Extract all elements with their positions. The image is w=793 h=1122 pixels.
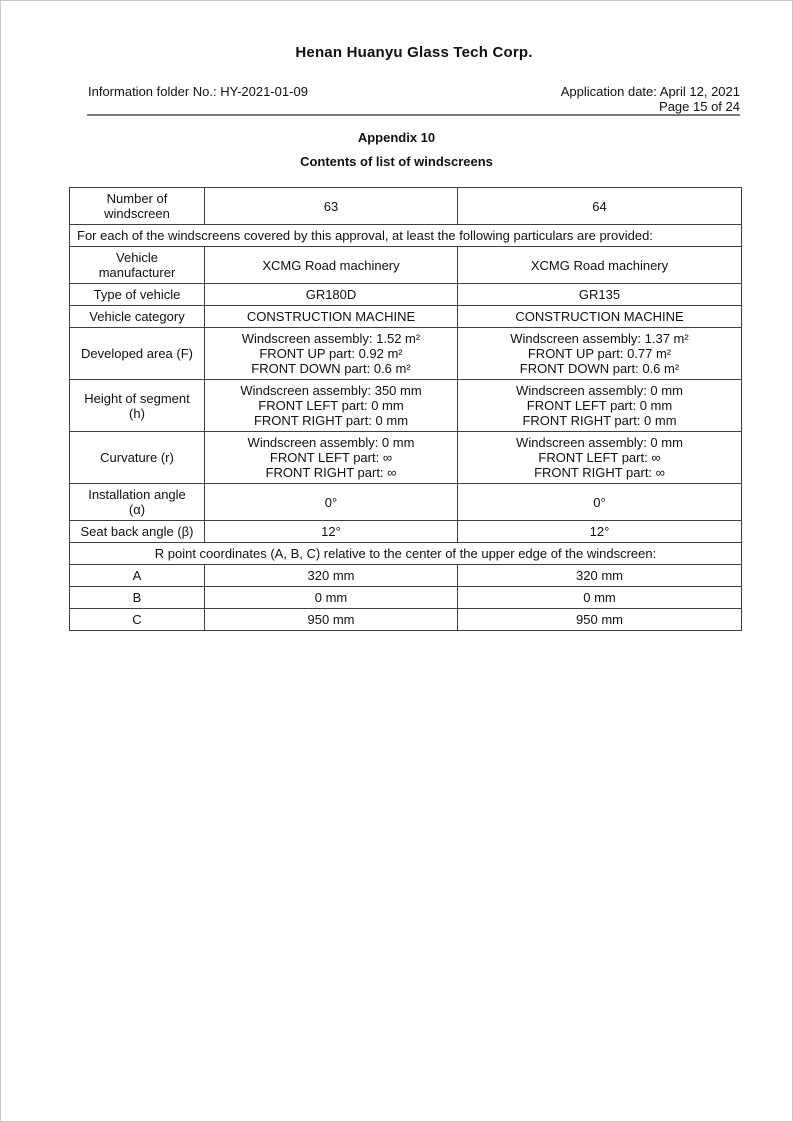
table-row-curvature (70, 432, 742, 484)
seat-back-angle-value-col2 (458, 521, 742, 543)
cell-line: 950 mm (576, 612, 623, 627)
table-row-developed-area (70, 328, 742, 380)
type-of-vehicle-value-col1 (205, 284, 458, 306)
installation-angle-value-col2 (458, 484, 742, 521)
application-info (561, 84, 740, 114)
table-row-vehicle-category (70, 306, 742, 328)
cell-line: FRONT DOWN part: 0.6 m² (251, 361, 411, 376)
cell-line: manufacturer (98, 265, 176, 280)
table-row-coordinate-b (70, 587, 742, 609)
cell-line: CONSTRUCTION MACHINE (515, 309, 684, 324)
cell-line: FRONT LEFT part: 0 mm (526, 398, 673, 413)
table-row-coordinate-a (70, 565, 742, 587)
cell-line: Windscreen assembly: 0 mm (247, 435, 415, 450)
cell-line: 64 (592, 198, 607, 214)
curvature-value-col2 (458, 432, 742, 484)
number-of-windscreen-value-col1 (205, 188, 458, 225)
developed-area-value-col1 (205, 328, 458, 380)
table-row-seat-back-angle (70, 521, 742, 543)
cell-line: CONSTRUCTION MACHINE (246, 309, 416, 324)
cell-line: Vehicle category (89, 309, 185, 324)
cell-line: 320 mm (576, 568, 623, 583)
cell-line: 0° (593, 494, 606, 510)
info-folder-number: Information folder No.: HY-2021-01-09 (88, 84, 308, 99)
cell-line: 320 mm (307, 568, 355, 583)
installation-angle-label (70, 484, 205, 521)
installation-angle-value-col1 (205, 484, 458, 521)
cell-line: FRONT RIGHT part: 0 mm (522, 413, 677, 428)
cell-line: Windscreen assembly: 1.52 m² (241, 331, 421, 346)
page-indicator: Page 15 of 24 (659, 99, 740, 114)
cell-line: 0° (324, 494, 338, 510)
vehicle-manufacturer-value-col1 (205, 247, 458, 284)
cell-line: FRONT LEFT part: ∞ (538, 450, 661, 465)
cell-line: 950 mm (307, 612, 355, 627)
cell-line: Vehicle (116, 250, 158, 265)
table-row-type-of-vehicle (70, 284, 742, 306)
coordinate-c-value-col1 (205, 609, 458, 631)
cell-line: B (132, 590, 142, 605)
cell-line: 0 mm (314, 590, 348, 605)
seat-back-angle-value-col1 (205, 521, 458, 543)
vehicle-manufacturer-value-col2 (458, 247, 742, 284)
windscreen-table (69, 187, 742, 631)
coverage-note-cell: For each of the windscreens covered by this approval, at least the following particulars are provided: (70, 225, 742, 247)
developed-area-value-col2 (458, 328, 742, 380)
coordinate-a-value-col1 (205, 565, 458, 587)
cell-line: XCMG Road machinery (530, 257, 669, 273)
cell-line: Windscreen assembly: 0 mm (516, 383, 683, 398)
coordinate-b-value-col1 (205, 587, 458, 609)
cell-line: windscreen (104, 206, 170, 221)
cell-line: FRONT RIGHT part: ∞ (265, 465, 397, 480)
table-row-vehicle-manufacturer (70, 247, 742, 284)
number-of-windscreen-value-col2 (458, 188, 742, 225)
table-row-height-of-segment (70, 380, 742, 432)
cell-line: (h) (129, 405, 145, 421)
cell-line: 12° (321, 524, 341, 539)
coordinate-c-value-col2 (458, 609, 742, 631)
cell-line: XCMG Road machinery (262, 257, 400, 273)
curvature-value-col1 (205, 432, 458, 484)
cell-line: Windscreen assembly: 1.37 m² (510, 331, 689, 346)
type-of-vehicle-label (70, 284, 205, 306)
table-row-number-of-windscreen (70, 188, 742, 225)
developed-area-label (70, 328, 205, 380)
height-of-segment-label (70, 380, 205, 432)
page-header (88, 1, 740, 114)
table-row-installation-angle (70, 484, 742, 521)
cell-line: Seat back angle (β) (80, 524, 194, 539)
coordinate-b-value-col2 (458, 587, 742, 609)
table-row-coverage-note (70, 225, 742, 247)
cell-line: Height of segment (84, 390, 190, 406)
height-of-segment-value-col1 (205, 380, 458, 432)
vehicle-category-value-col1 (205, 306, 458, 328)
application-date: Application date: April 12, 2021 (560, 84, 740, 99)
curvature-label (70, 432, 205, 484)
cell-line: Number of (106, 191, 168, 206)
document-info-row (88, 84, 740, 114)
cell-line: Installation angle (88, 487, 186, 502)
height-of-segment-value-col2 (458, 380, 742, 432)
vehicle-category-label (70, 306, 205, 328)
number-of-windscreen-label (70, 188, 205, 225)
cell-line: FRONT LEFT part: ∞ (269, 450, 393, 465)
cell-line: FRONT RIGHT part: 0 mm (253, 413, 409, 428)
r-point-note-cell: R point coordinates (A, B, C) relative to the center of the upper edge of the windscreen: (70, 543, 742, 565)
cell-line: FRONT DOWN part: 0.6 m² (519, 361, 680, 376)
cell-line: Developed area (F) (81, 346, 193, 361)
cell-line: Windscreen assembly: 350 mm (240, 383, 422, 398)
cell-line: GR180D (305, 287, 357, 302)
cell-line: 63 (323, 198, 339, 214)
header-divider (87, 114, 740, 116)
company-title: Henan Huanyu Glass Tech Corp. (295, 44, 533, 61)
coordinate-b-label (70, 587, 205, 609)
type-of-vehicle-value-col2 (458, 284, 742, 306)
cell-line: FRONT UP part: 0.77 m² (527, 346, 672, 361)
coordinate-a-label (70, 565, 205, 587)
cell-line: (α) (128, 502, 146, 517)
coordinate-c-label (70, 609, 205, 631)
table-row-coordinate-c (70, 609, 742, 631)
cell-line: GR135 (578, 287, 621, 302)
seat-back-angle-label (70, 521, 205, 543)
vehicle-manufacturer-label (70, 247, 205, 284)
cell-line: FRONT LEFT part: 0 mm (258, 398, 404, 413)
cell-line: 0 mm (583, 590, 616, 605)
cell-line: 12° (589, 524, 610, 539)
vehicle-category-value-col2 (458, 306, 742, 328)
cell-line: FRONT RIGHT part: ∞ (534, 465, 665, 480)
coordinate-a-value-col2 (458, 565, 742, 587)
cell-line: FRONT UP part: 0.92 m² (259, 346, 403, 361)
cell-line: Type of vehicle (93, 287, 181, 302)
cell-line: C (132, 612, 142, 627)
cell-line: A (132, 568, 142, 583)
windscreen-table-body (70, 188, 742, 631)
cell-line: Windscreen assembly: 0 mm (516, 435, 683, 450)
cell-line: Curvature (r) (100, 450, 174, 465)
table-row-r-point-note (70, 543, 742, 565)
page-title: Contents of list of windscreens (300, 154, 493, 169)
appendix-title: Appendix 10 (357, 130, 436, 145)
